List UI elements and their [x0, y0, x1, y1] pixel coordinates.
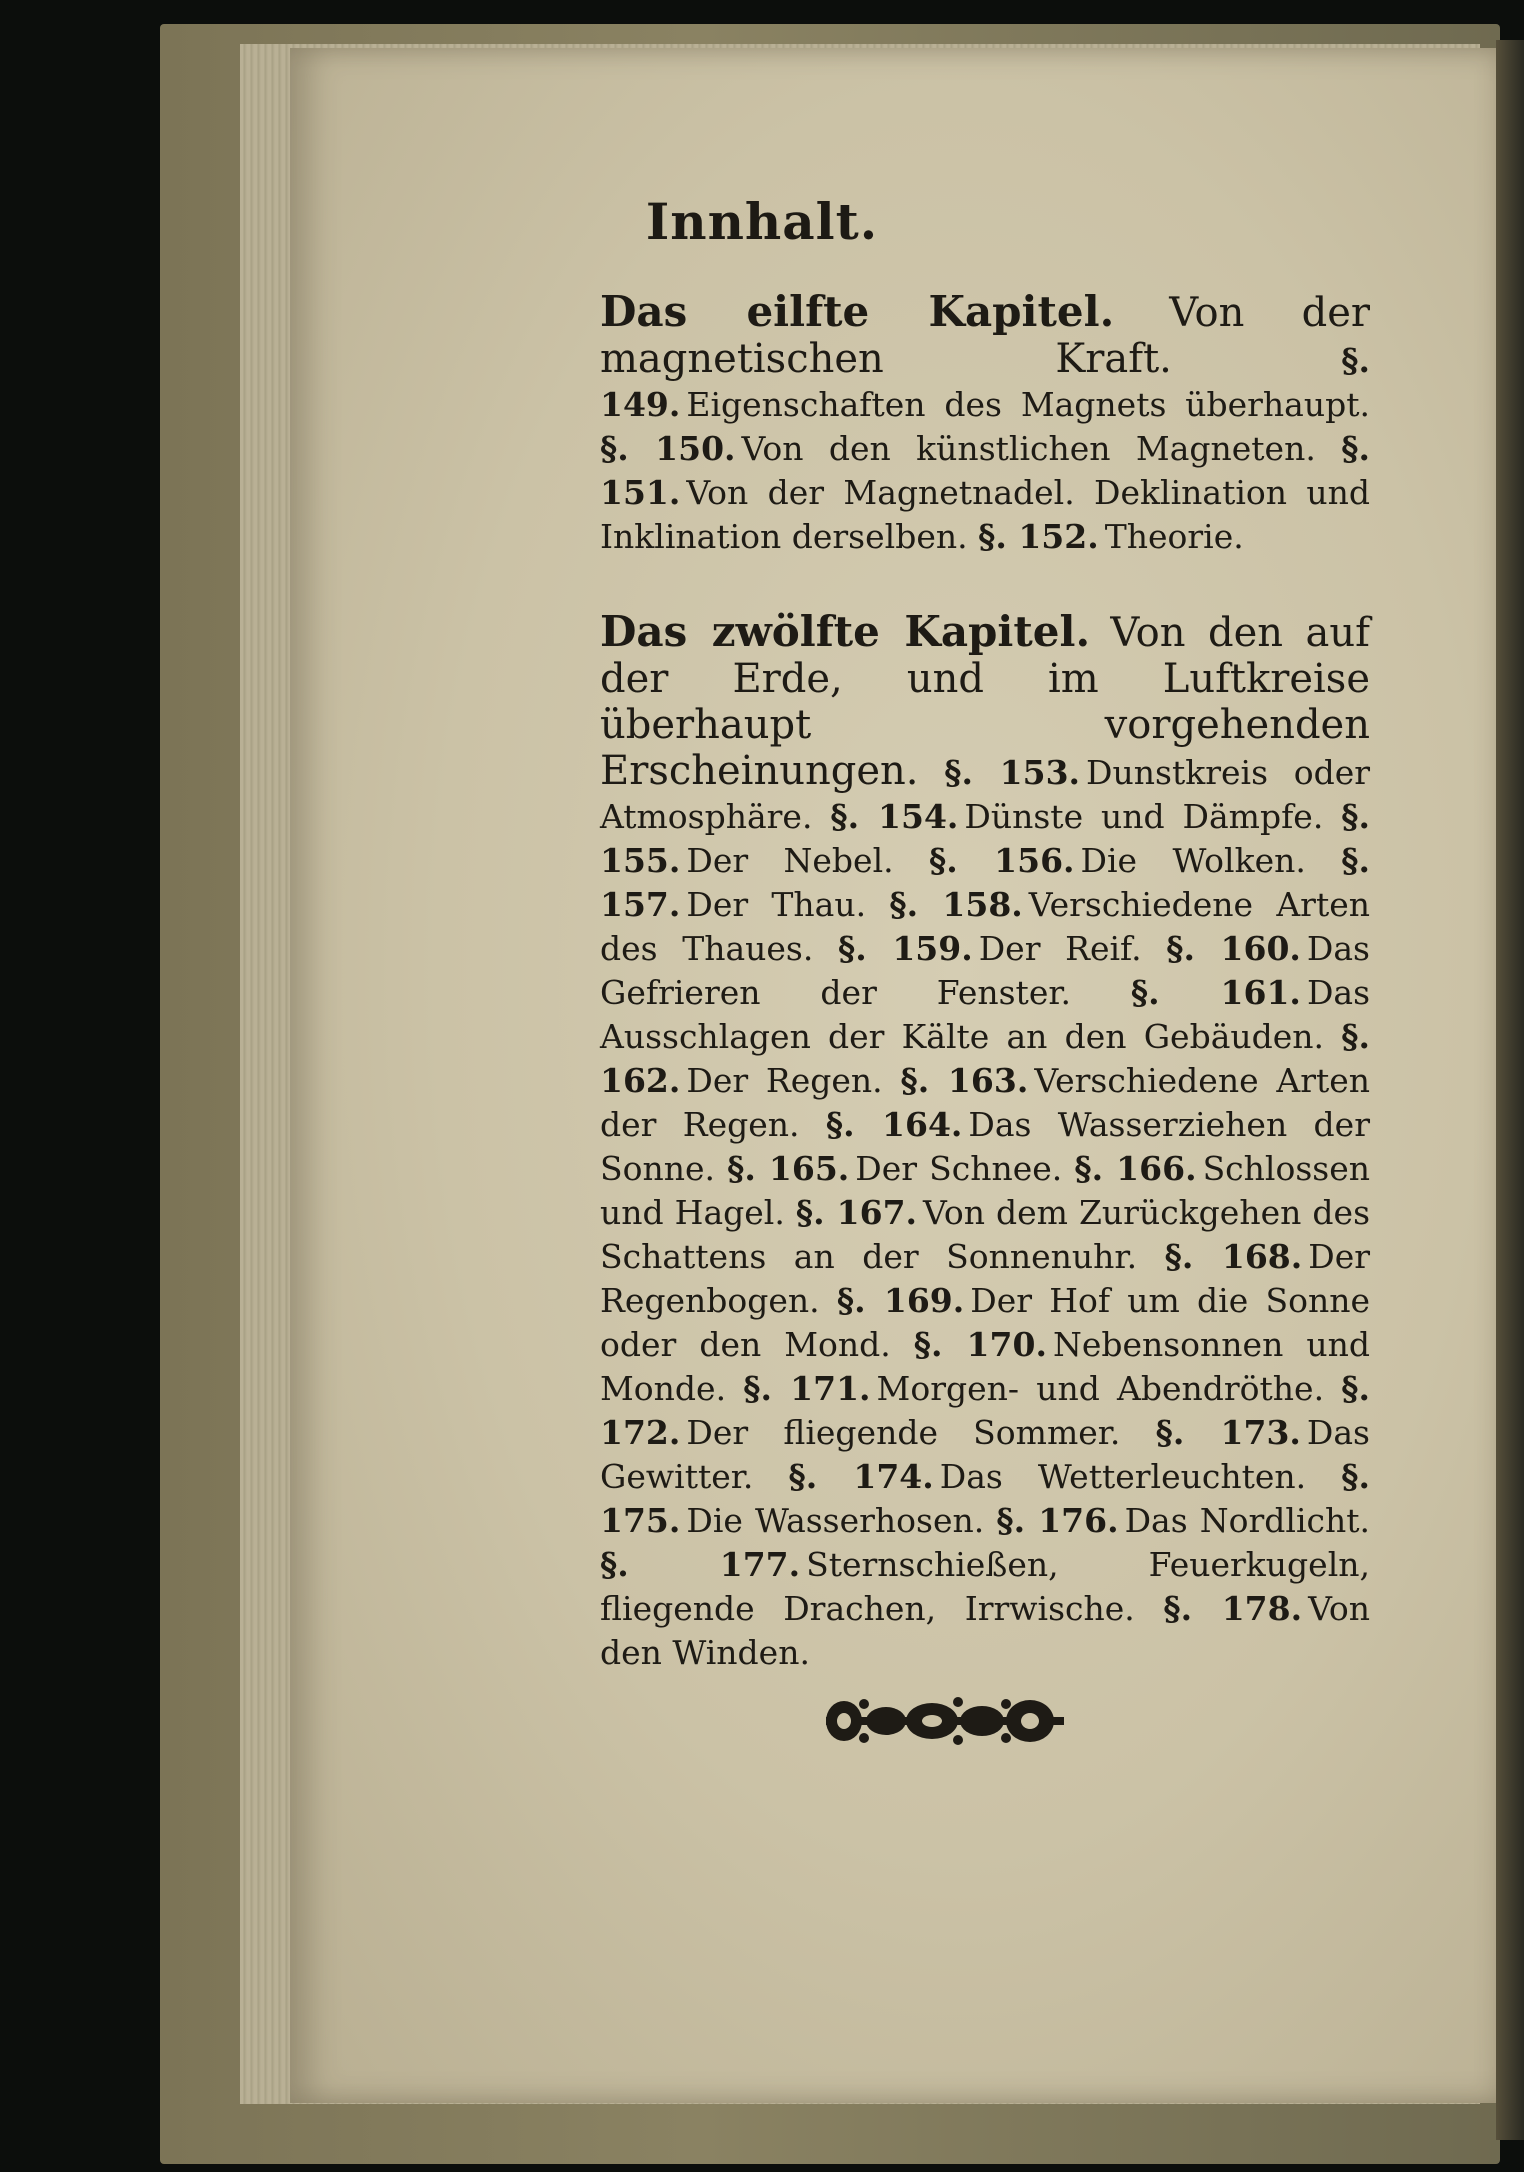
section-number: §. 166.	[1074, 1149, 1197, 1188]
printer-ornament-icon	[820, 1690, 1070, 1752]
section-title: Der Nebel.	[686, 841, 894, 880]
section-title: Nebensonnen und Monde.	[600, 1325, 1370, 1408]
section-number: §. 172.	[600, 1369, 1370, 1452]
section-title: Eigenschaften des Magnets überhaupt.	[686, 385, 1370, 424]
section-title: Der Regen.	[686, 1061, 883, 1100]
toc-item	[830, 797, 1323, 836]
toc-item	[600, 429, 1316, 468]
section-number: §. 151.	[600, 429, 1370, 512]
section-number: §. 171.	[743, 1369, 871, 1408]
section-number: §. 161.	[1130, 973, 1301, 1012]
section-number: §. 149.	[600, 341, 1370, 424]
section-title: Dunstkreis oder Atmosphäre.	[600, 753, 1370, 836]
section-title: Von dem Zurückgehen des Schattens an der Sonnenuhr.	[600, 1193, 1371, 1276]
section-number: §. 170.	[913, 1325, 1047, 1364]
section-title: Der fliegende Sommer.	[686, 1413, 1121, 1452]
section-number: §. 159.	[837, 929, 973, 968]
section-title: Die Wolken.	[1080, 841, 1306, 880]
section-title: Theorie.	[1104, 517, 1244, 556]
toc-item	[789, 1457, 1307, 1496]
section-number: §. 167.	[795, 1193, 918, 1232]
chapter-twelve-entry	[600, 607, 1371, 1675]
section-title: Das Gewitter.	[600, 1413, 1370, 1496]
section-number: §. 165.	[727, 1149, 850, 1188]
chapter-heading: Das eilfte Kapitel.	[600, 287, 1115, 336]
section-title: Dünste und Dämpfe.	[964, 797, 1324, 836]
section-title: Von den Winden.	[600, 1589, 1370, 1672]
chapter-eleven-entry	[600, 287, 1370, 559]
running-head: Innhalt.	[645, 192, 879, 251]
section-title: Der Regenbogen.	[600, 1237, 1370, 1320]
section-title: Die Wasserhosen.	[686, 1501, 985, 1540]
toc-item	[929, 841, 1306, 880]
toc-item	[996, 1501, 1370, 1540]
toc-item	[727, 1149, 1062, 1188]
section-number: §. 175.	[600, 1457, 1370, 1540]
section-number: §. 156.	[929, 841, 1075, 880]
section-title: Der Schnee.	[855, 1149, 1063, 1188]
section-number: §. 150.	[600, 429, 736, 468]
section-number: §. 152.	[978, 517, 1099, 556]
section-title: Der Thau.	[686, 885, 867, 924]
section-title: Sternschießen, Feuerkugeln, fliegende Drachen, Irrwische.	[600, 1545, 1370, 1628]
chapter-title: Von der magnetischen Kraft.	[600, 290, 1370, 382]
section-number: §. 178.	[1163, 1589, 1303, 1628]
chapter-heading: Das zwölfte Kapitel.	[600, 607, 1091, 656]
section-number: §. 157.	[600, 841, 1370, 924]
section-number: §. 163.	[900, 1061, 1029, 1100]
section-title: Verschiedene Arten der Regen.	[600, 1061, 1371, 1144]
toc-item	[838, 929, 1142, 968]
section-title: Das Wasserziehen der Sonne.	[600, 1105, 1370, 1188]
section-number: §. 177.	[600, 1545, 801, 1584]
section-title: Das Wetterleuchten.	[939, 1457, 1307, 1496]
section-number: §. 176.	[996, 1501, 1119, 1540]
section-title: Verschiedene Arten des Thaues.	[600, 885, 1371, 968]
toc-item	[978, 517, 1244, 556]
section-number: §. 155.	[600, 797, 1370, 880]
section-title: Das Gefrieren der Fenster.	[600, 929, 1370, 1012]
facing-page-edge	[1496, 40, 1524, 2140]
section-title: Das Nordlicht.	[1124, 1501, 1371, 1540]
section-number: §. 168.	[1164, 1237, 1303, 1276]
section-number: §. 169.	[836, 1281, 965, 1320]
section-title: Von den künstlichen Magneten.	[741, 429, 1316, 468]
section-number: §. 153.	[944, 753, 1081, 792]
chapter-title: Von den auf der Erde, und im Luftkreise überhaupt vorgehenden Erscheinungen.	[600, 610, 1370, 794]
section-title: Der Hof um die Sonne oder den Mond.	[600, 1281, 1370, 1364]
section-number: §. 158.	[889, 885, 1023, 924]
section-number: §. 173.	[1155, 1413, 1301, 1452]
section-title: Morgen- und Abendröthe.	[876, 1369, 1325, 1408]
section-number: §. 162.	[600, 1017, 1370, 1100]
section-title: Der Reif.	[978, 929, 1142, 968]
section-title: Von der Magnetnadel. Deklination und Inklination derselben.	[600, 473, 1370, 556]
section-title: Schlossen und Hagel.	[600, 1149, 1370, 1232]
toc-item	[743, 1369, 1324, 1408]
section-number: §. 160.	[1166, 929, 1301, 968]
section-number: §. 174.	[788, 1457, 934, 1496]
section-number: §. 164.	[825, 1105, 963, 1144]
section-title: Das Ausschlagen der Kälte an den Gebäuden.	[600, 973, 1371, 1056]
section-number: §. 154.	[830, 797, 959, 836]
